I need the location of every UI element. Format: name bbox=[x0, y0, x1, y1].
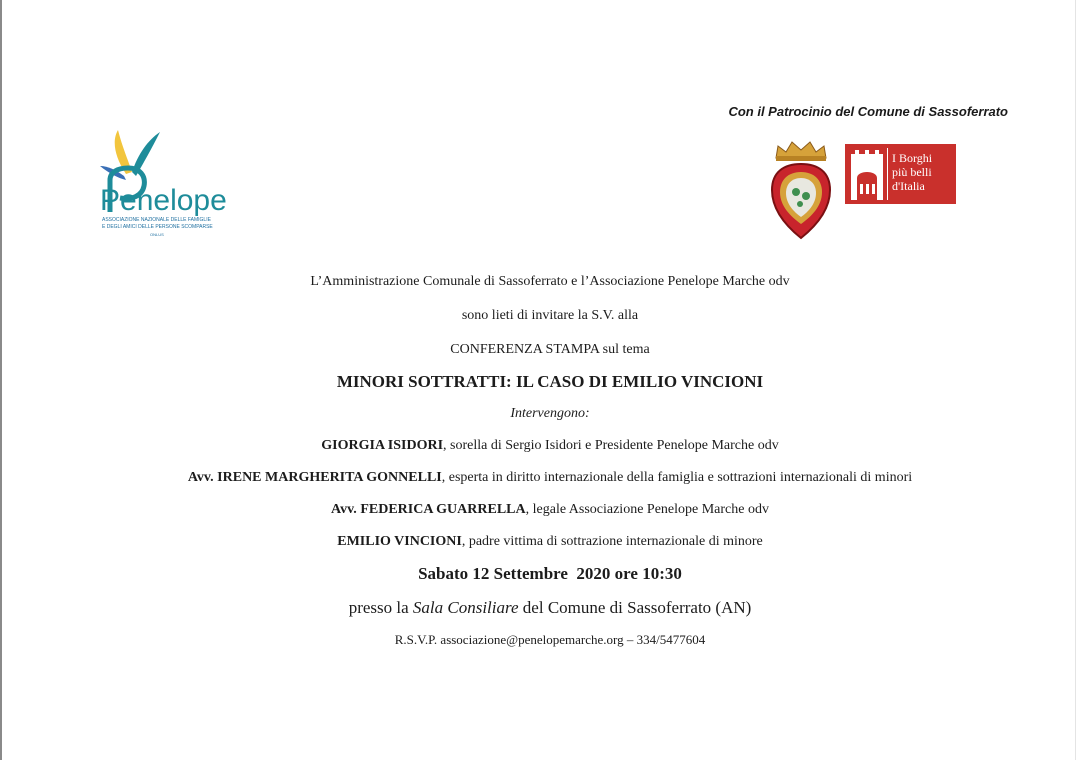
speaker-line bbox=[0, 438, 1080, 454]
penelope-wordmark: Penelope bbox=[100, 184, 227, 217]
event-date: Sabato 12 Settembre 2020 ore 10:30 bbox=[418, 564, 682, 583]
speaker-name: GIORGIA ISIDORI bbox=[321, 438, 444, 453]
borghi-logo bbox=[845, 144, 956, 204]
borghi-line-2: più belli bbox=[892, 165, 932, 179]
speaker-role: , sorella di Sergio Isidori e Presidente Penelope Marche odv bbox=[443, 438, 779, 453]
speakers-label: Intervengono: bbox=[510, 406, 590, 421]
rsvp-text: R.S.V.P. associazione@penelopemarche.org – 334/5477604 bbox=[394, 632, 706, 647]
speaker-role: , padre vittima di sottrazione internazionale di minore bbox=[461, 534, 763, 549]
speaker-prefix: Avv. bbox=[187, 470, 218, 485]
patronage-text: Con il Patrocinio del Comune di Sassoferrato bbox=[728, 104, 1008, 119]
speaker-role: , esperta in diritto internazionale della famiglia e sottrazioni internazionali di minori bbox=[441, 470, 913, 485]
penelope-logo bbox=[88, 126, 228, 242]
speaker-role: , legale Associazione Penelope Marche odv bbox=[525, 502, 769, 517]
speaker-prefix: Avv. bbox=[331, 502, 361, 517]
place-suffix: del Comune di Sassoferrato (AN) bbox=[518, 598, 752, 617]
conference-title: MINORI SOTTRATTI: IL CASO DI EMILIO VINCIONI bbox=[336, 372, 764, 391]
borghi-line-3: d'Italia bbox=[892, 179, 925, 193]
invitation-line-3: CONFERENZA STAMPA sul tema bbox=[450, 342, 650, 357]
penelope-tagline-3: ONLUS bbox=[150, 232, 164, 237]
coat-of-arms-icon bbox=[768, 138, 834, 240]
crown-shape bbox=[776, 142, 826, 158]
speaker-line bbox=[0, 470, 1080, 486]
speaker-name: IRENE MARGHERITA GONNELLI bbox=[217, 470, 442, 485]
place-prefix: presso la bbox=[348, 598, 413, 617]
penelope-tagline-2: E DEGLI AMICI DELLE PERSONE SCOMPARSE bbox=[102, 224, 213, 230]
speaker-name: FEDERICA GUARRELLA bbox=[360, 502, 526, 517]
borghi-logo-graphic bbox=[845, 144, 956, 204]
speaker-line bbox=[0, 534, 1080, 550]
invitation-body bbox=[0, 268, 1080, 648]
place-venue: Sala Consiliare bbox=[412, 598, 519, 617]
speaker-line bbox=[0, 502, 1080, 518]
invitation-line-1: L’Amministrazione Comunale di Sassoferrato e l’Associazione Penelope Marche odv bbox=[310, 274, 790, 289]
penelope-tagline-1: ASSOCIAZIONE NAZIONALE DELLE FAMIGLIE bbox=[102, 217, 211, 223]
speaker-name: EMILIO VINCIONI bbox=[337, 534, 462, 549]
invitation-line-2: sono lieti di invitare la S.V. alla bbox=[461, 308, 639, 323]
event-place bbox=[0, 598, 1080, 618]
borghi-line-1: I Borghi bbox=[892, 151, 933, 165]
